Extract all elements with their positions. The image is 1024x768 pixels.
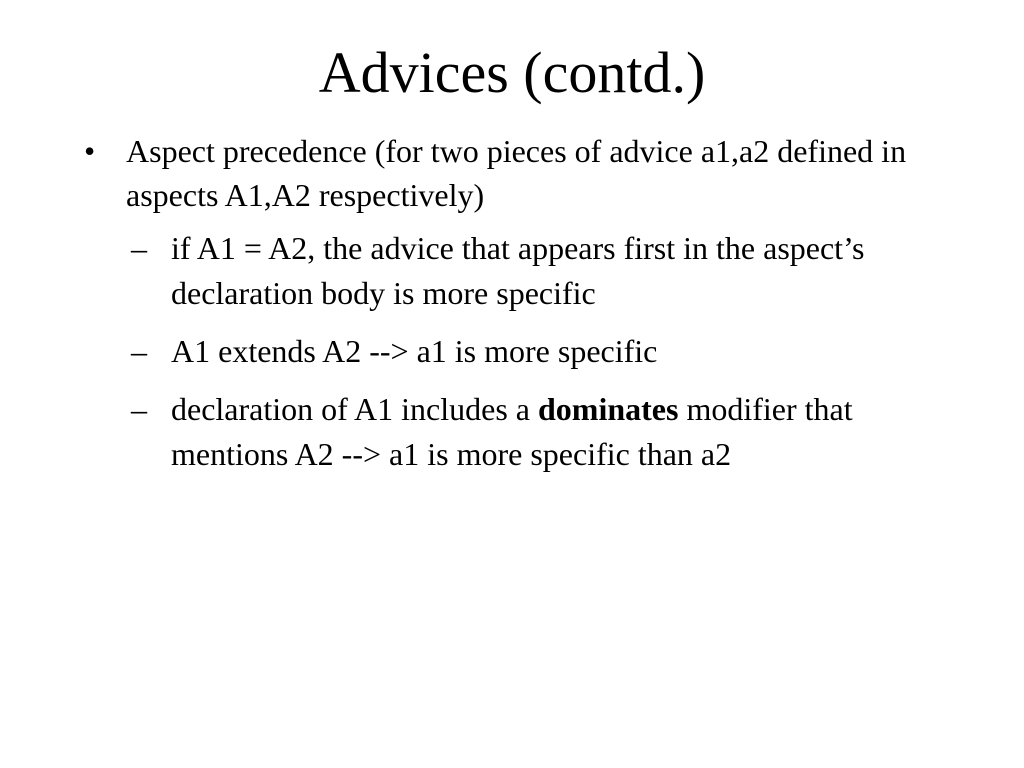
sub-bullet-text: A1 extends A2 --> a1 is more specific [171, 333, 658, 369]
sub-bullet-text-after: modifier that mentions A2 --> a1 is more specific than a2 [171, 391, 853, 472]
sub-bullet-text: if A1 = A2, the advice that appears first in the aspect’s declaration body is more specific [171, 230, 865, 311]
bullet-text: Aspect precedence (for two pieces of advice a1,a2 defined in aspects A1,A2 respectively) [126, 133, 907, 213]
bullet-item [84, 129, 964, 477]
sub-bullet-list [131, 226, 964, 477]
dash-icon: – [131, 333, 147, 369]
sub-bullet-item [131, 226, 964, 316]
sub-bullet-item [131, 329, 964, 374]
dash-icon: – [131, 230, 147, 266]
bullet-list [84, 129, 964, 490]
sub-bullet-text-before: declaration of A1 includes a [171, 391, 538, 427]
sub-bullet-item [131, 387, 964, 477]
bullet-dot-icon: • [84, 133, 96, 169]
slide-title: Advices (contd.) [318, 40, 706, 105]
dash-icon: – [131, 391, 147, 427]
keyword-dominates: dominates [537, 391, 679, 427]
